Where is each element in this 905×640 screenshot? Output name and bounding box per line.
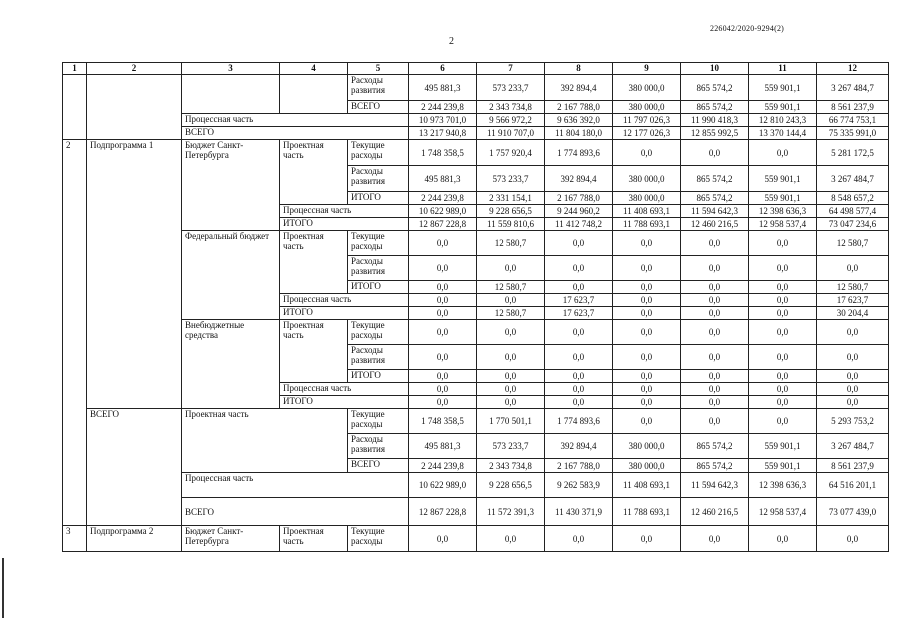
total-label-cell: ИТОГО — [280, 396, 409, 409]
value-cell: 64 516 201,1 — [817, 473, 889, 498]
subtotal-label-cell: Процессная часть — [182, 114, 409, 127]
part-cell: Проектная часть — [182, 409, 348, 473]
value-cell: 559 901,1 — [749, 75, 817, 101]
expense-type-cell: Расходы развития — [348, 434, 409, 459]
part-cell: Проектная часть — [280, 526, 348, 552]
expense-type-cell: Расходы развития — [348, 75, 409, 101]
value-cell: 9 244 960,2 — [545, 205, 613, 218]
value-cell: 12 398 636,3 — [749, 473, 817, 498]
value-cell: 0,0 — [681, 345, 749, 370]
table-row — [63, 75, 889, 101]
program-cell: Подпрограмма 2 — [87, 526, 182, 552]
value-cell: 12 580,7 — [477, 231, 545, 256]
value-cell: 380 000,0 — [613, 75, 681, 101]
value-cell: 0,0 — [817, 370, 889, 383]
column-header: 11 — [749, 63, 817, 75]
table-row — [63, 526, 889, 552]
part-cell — [280, 75, 348, 114]
value-cell: 11 788 693,1 — [613, 218, 681, 231]
value-cell: 0,0 — [613, 345, 681, 370]
value-cell: 0,0 — [749, 383, 817, 396]
value-cell: 0,0 — [545, 256, 613, 281]
value-cell: 0,0 — [681, 281, 749, 294]
expense-type-cell: Текущие расходы — [348, 409, 409, 434]
value-cell: 12 580,7 — [477, 307, 545, 320]
value-cell: 0,0 — [749, 345, 817, 370]
expense-type-cell: ВСЕГО — [348, 459, 409, 473]
value-cell: 5 281 172,5 — [817, 140, 889, 166]
value-cell: 0,0 — [817, 345, 889, 370]
value-cell: 2 167 788,0 — [545, 101, 613, 114]
value-cell: 0,0 — [409, 383, 477, 396]
value-cell: 0,0 — [613, 307, 681, 320]
value-cell: 0,0 — [613, 383, 681, 396]
value-cell: 0,0 — [681, 140, 749, 166]
value-cell: 0,0 — [477, 256, 545, 281]
source-cell: Внебюджетные средства — [182, 320, 280, 409]
value-cell: 2 244 239,8 — [409, 192, 477, 205]
value-cell: 865 574,2 — [681, 166, 749, 192]
value-cell: 0,0 — [409, 526, 477, 552]
expense-type-cell: Текущие расходы — [348, 526, 409, 552]
value-cell: 11 990 418,3 — [681, 114, 749, 127]
value-cell: 11 594 642,3 — [681, 205, 749, 218]
value-cell: 0,0 — [545, 396, 613, 409]
column-header: 3 — [182, 63, 280, 75]
value-cell: 8 561 237,9 — [817, 459, 889, 473]
value-cell: 0,0 — [749, 281, 817, 294]
value-cell: 73 077 439,0 — [817, 498, 889, 526]
value-cell: 865 574,2 — [681, 192, 749, 205]
program-cell: ВСЕГО — [87, 409, 182, 526]
value-cell: 9 228 656,5 — [477, 205, 545, 218]
column-header: 10 — [681, 63, 749, 75]
value-cell: 12 867 228,8 — [409, 498, 477, 526]
value-cell: 0,0 — [477, 383, 545, 396]
value-cell: 0,0 — [477, 370, 545, 383]
column-header: 6 — [409, 63, 477, 75]
table-row — [63, 320, 889, 345]
value-cell: 1 774 893,6 — [545, 409, 613, 434]
value-cell: 11 572 391,3 — [477, 498, 545, 526]
program-cell: Подпрограмма 1 — [87, 140, 182, 409]
value-cell: 9 566 972,2 — [477, 114, 545, 127]
source-cell: Федеральный бюджет — [182, 231, 280, 320]
value-cell: 12 867 228,8 — [409, 218, 477, 231]
value-cell: 0,0 — [613, 396, 681, 409]
value-cell: 12 580,7 — [817, 281, 889, 294]
value-cell: 9 262 583,9 — [545, 473, 613, 498]
value-cell: 392 894,4 — [545, 166, 613, 192]
value-cell: 865 574,2 — [681, 101, 749, 114]
value-cell: 0,0 — [613, 370, 681, 383]
table-row — [63, 231, 889, 256]
value-cell: 380 000,0 — [613, 459, 681, 473]
value-cell: 0,0 — [681, 409, 749, 434]
row-number-cell — [63, 75, 87, 140]
value-cell: 0,0 — [545, 320, 613, 345]
column-header: 1 — [63, 63, 87, 75]
value-cell: 0,0 — [409, 231, 477, 256]
value-cell: 30 204,4 — [817, 307, 889, 320]
value-cell: 0,0 — [817, 256, 889, 281]
value-cell: 3 267 484,7 — [817, 166, 889, 192]
value-cell: 1 770 501,1 — [477, 409, 545, 434]
header-row — [63, 63, 889, 75]
value-cell: 0,0 — [749, 396, 817, 409]
expense-type-cell: Расходы развития — [348, 345, 409, 370]
value-cell: 0,0 — [477, 320, 545, 345]
value-cell: 495 881,3 — [409, 166, 477, 192]
subtotal-label-cell: Процессная часть — [182, 473, 409, 498]
value-cell: 0,0 — [409, 345, 477, 370]
value-cell: 0,0 — [613, 256, 681, 281]
value-cell: 0,0 — [545, 370, 613, 383]
value-cell: 12 460 216,5 — [681, 218, 749, 231]
value-cell: 0,0 — [613, 409, 681, 434]
program-cell — [87, 75, 182, 140]
value-cell: 2 167 788,0 — [545, 459, 613, 473]
value-cell: 0,0 — [545, 526, 613, 552]
value-cell: 3 267 484,7 — [817, 434, 889, 459]
table-row — [63, 409, 889, 434]
value-cell: 12 580,7 — [477, 281, 545, 294]
value-cell: 865 574,2 — [681, 75, 749, 101]
value-cell: 1 757 920,4 — [477, 140, 545, 166]
value-cell: 8 548 657,2 — [817, 192, 889, 205]
value-cell: 8 561 237,9 — [817, 101, 889, 114]
expense-type-cell: Текущие расходы — [348, 320, 409, 345]
value-cell: 12 810 243,3 — [749, 114, 817, 127]
source-cell: Бюджет Санкт-Петербурга — [182, 140, 280, 231]
value-cell: 75 335 991,0 — [817, 127, 889, 140]
table-row — [63, 114, 889, 127]
column-header: 5 — [348, 63, 409, 75]
value-cell: 12 958 537,4 — [749, 498, 817, 526]
value-cell: 380 000,0 — [613, 166, 681, 192]
value-cell: 0,0 — [749, 294, 817, 307]
value-cell: 11 559 810,6 — [477, 218, 545, 231]
value-cell: 0,0 — [749, 256, 817, 281]
value-cell: 9 636 392,0 — [545, 114, 613, 127]
value-cell: 0,0 — [749, 370, 817, 383]
value-cell: 573 233,7 — [477, 75, 545, 101]
value-cell: 392 894,4 — [545, 75, 613, 101]
value-cell: 11 788 693,1 — [613, 498, 681, 526]
value-cell: 2 244 239,8 — [409, 459, 477, 473]
column-header: 2 — [87, 63, 182, 75]
row-number-cell: 2 — [63, 140, 87, 526]
value-cell: 0,0 — [613, 231, 681, 256]
value-cell: 1 748 358,5 — [409, 409, 477, 434]
table-row — [63, 140, 889, 166]
total-label-cell: ВСЕГО — [182, 498, 409, 526]
value-cell: 380 000,0 — [613, 434, 681, 459]
value-cell: 0,0 — [409, 294, 477, 307]
value-cell: 380 000,0 — [613, 101, 681, 114]
value-cell: 0,0 — [817, 526, 889, 552]
value-cell: 495 881,3 — [409, 75, 477, 101]
total-label-cell: ИТОГО — [280, 307, 409, 320]
value-cell: 0,0 — [681, 383, 749, 396]
total-label-cell: ИТОГО — [280, 218, 409, 231]
value-cell: 0,0 — [477, 294, 545, 307]
value-cell: 573 233,7 — [477, 166, 545, 192]
part-cell: Проектная часть — [280, 231, 348, 294]
value-cell: 0,0 — [613, 140, 681, 166]
value-cell: 0,0 — [749, 409, 817, 434]
value-cell: 0,0 — [749, 526, 817, 552]
value-cell: 12 177 026,3 — [613, 127, 681, 140]
value-cell: 0,0 — [409, 281, 477, 294]
value-cell: 10 973 701,0 — [409, 114, 477, 127]
part-cell: Проектная часть — [280, 320, 348, 383]
value-cell: 495 881,3 — [409, 434, 477, 459]
value-cell: 0,0 — [409, 256, 477, 281]
scan-edge-mark — [2, 558, 4, 618]
value-cell: 559 901,1 — [749, 101, 817, 114]
value-cell: 0,0 — [409, 320, 477, 345]
value-cell: 0,0 — [409, 370, 477, 383]
column-header: 4 — [280, 63, 348, 75]
value-cell: 5 293 753,2 — [817, 409, 889, 434]
value-cell: 11 797 026,3 — [613, 114, 681, 127]
value-cell: 0,0 — [681, 370, 749, 383]
value-cell: 0,0 — [613, 294, 681, 307]
row-number-cell: 3 — [63, 526, 87, 552]
expense-type-cell: ИТОГО — [348, 192, 409, 205]
value-cell: 392 894,4 — [545, 434, 613, 459]
value-cell: 0,0 — [817, 383, 889, 396]
column-header: 8 — [545, 63, 613, 75]
value-cell: 12 958 537,4 — [749, 218, 817, 231]
value-cell: 11 408 693,1 — [613, 473, 681, 498]
value-cell: 2 343 734,8 — [477, 459, 545, 473]
value-cell: 12 855 992,5 — [681, 127, 749, 140]
value-cell: 10 622 989,0 — [409, 205, 477, 218]
value-cell: 11 804 180,0 — [545, 127, 613, 140]
value-cell: 11 430 371,9 — [545, 498, 613, 526]
expense-type-cell: ИТОГО — [348, 281, 409, 294]
column-header: 7 — [477, 63, 545, 75]
value-cell: 2 331 154,1 — [477, 192, 545, 205]
value-cell: 17 623,7 — [545, 294, 613, 307]
value-cell: 0,0 — [613, 320, 681, 345]
table-row — [63, 498, 889, 526]
expense-type-cell: Расходы развития — [348, 166, 409, 192]
value-cell: 11 408 693,1 — [613, 205, 681, 218]
value-cell: 0,0 — [545, 231, 613, 256]
value-cell: 11 910 707,0 — [477, 127, 545, 140]
expense-type-cell: ВСЕГО — [348, 101, 409, 114]
value-cell: 0,0 — [613, 526, 681, 552]
value-cell: 0,0 — [477, 396, 545, 409]
value-cell: 73 047 234,6 — [817, 218, 889, 231]
value-cell: 559 901,1 — [749, 459, 817, 473]
value-cell: 0,0 — [545, 281, 613, 294]
value-cell: 17 623,7 — [817, 294, 889, 307]
value-cell: 559 901,1 — [749, 434, 817, 459]
value-cell: 0,0 — [477, 526, 545, 552]
value-cell: 0,0 — [749, 140, 817, 166]
page-number: 2 — [449, 36, 454, 47]
value-cell: 3 267 484,7 — [817, 75, 889, 101]
value-cell: 0,0 — [681, 320, 749, 345]
column-header: 9 — [613, 63, 681, 75]
value-cell: 10 622 989,0 — [409, 473, 477, 498]
value-cell: 0,0 — [409, 396, 477, 409]
value-cell: 559 901,1 — [749, 192, 817, 205]
budget-table — [62, 62, 889, 552]
value-cell: 0,0 — [749, 231, 817, 256]
value-cell: 12 398 636,3 — [749, 205, 817, 218]
total-label-cell: ВСЕГО — [182, 127, 409, 140]
value-cell: 1 774 893,6 — [545, 140, 613, 166]
document-number: 226042/2020-9294(2) — [710, 24, 785, 33]
table-row — [63, 127, 889, 140]
expense-type-cell: Текущие расходы — [348, 231, 409, 256]
value-cell: 0,0 — [681, 307, 749, 320]
value-cell: 2 343 734,8 — [477, 101, 545, 114]
value-cell: 0,0 — [613, 281, 681, 294]
value-cell: 865 574,2 — [681, 459, 749, 473]
value-cell: 0,0 — [681, 231, 749, 256]
value-cell: 573 233,7 — [477, 434, 545, 459]
expense-type-cell: ИТОГО — [348, 370, 409, 383]
value-cell: 0,0 — [477, 345, 545, 370]
value-cell: 13 217 940,8 — [409, 127, 477, 140]
source-cell — [182, 75, 280, 114]
value-cell: 11 412 748,2 — [545, 218, 613, 231]
value-cell: 2 167 788,0 — [545, 192, 613, 205]
value-cell: 12 460 216,5 — [681, 498, 749, 526]
value-cell: 12 580,7 — [817, 231, 889, 256]
value-cell: 0,0 — [681, 294, 749, 307]
subtotal-label-cell: Процессная часть — [280, 294, 409, 307]
column-header: 12 — [817, 63, 889, 75]
value-cell: 0,0 — [681, 526, 749, 552]
value-cell: 13 370 144,4 — [749, 127, 817, 140]
value-cell: 865 574,2 — [681, 434, 749, 459]
value-cell: 64 498 577,4 — [817, 205, 889, 218]
value-cell: 9 228 656,5 — [477, 473, 545, 498]
value-cell: 0,0 — [817, 320, 889, 345]
expense-type-cell: Расходы развития — [348, 256, 409, 281]
part-cell: Проектная часть — [280, 140, 348, 205]
value-cell: 0,0 — [749, 307, 817, 320]
subtotal-label-cell: Процессная часть — [280, 205, 409, 218]
value-cell: 66 774 753,1 — [817, 114, 889, 127]
value-cell: 0,0 — [545, 383, 613, 396]
value-cell: 0,0 — [817, 396, 889, 409]
value-cell: 1 748 358,5 — [409, 140, 477, 166]
value-cell: 0,0 — [749, 320, 817, 345]
subtotal-label-cell: Процессная часть — [280, 383, 409, 396]
value-cell: 11 594 642,3 — [681, 473, 749, 498]
value-cell: 0,0 — [681, 256, 749, 281]
source-cell: Бюджет Санкт-Петербурга — [182, 526, 280, 552]
value-cell: 0,0 — [409, 307, 477, 320]
value-cell: 0,0 — [545, 345, 613, 370]
value-cell: 17 623,7 — [545, 307, 613, 320]
value-cell: 559 901,1 — [749, 166, 817, 192]
value-cell: 2 244 239,8 — [409, 101, 477, 114]
value-cell: 380 000,0 — [613, 192, 681, 205]
value-cell: 0,0 — [681, 396, 749, 409]
table-row — [63, 473, 889, 498]
expense-type-cell: Текущие расходы — [348, 140, 409, 166]
